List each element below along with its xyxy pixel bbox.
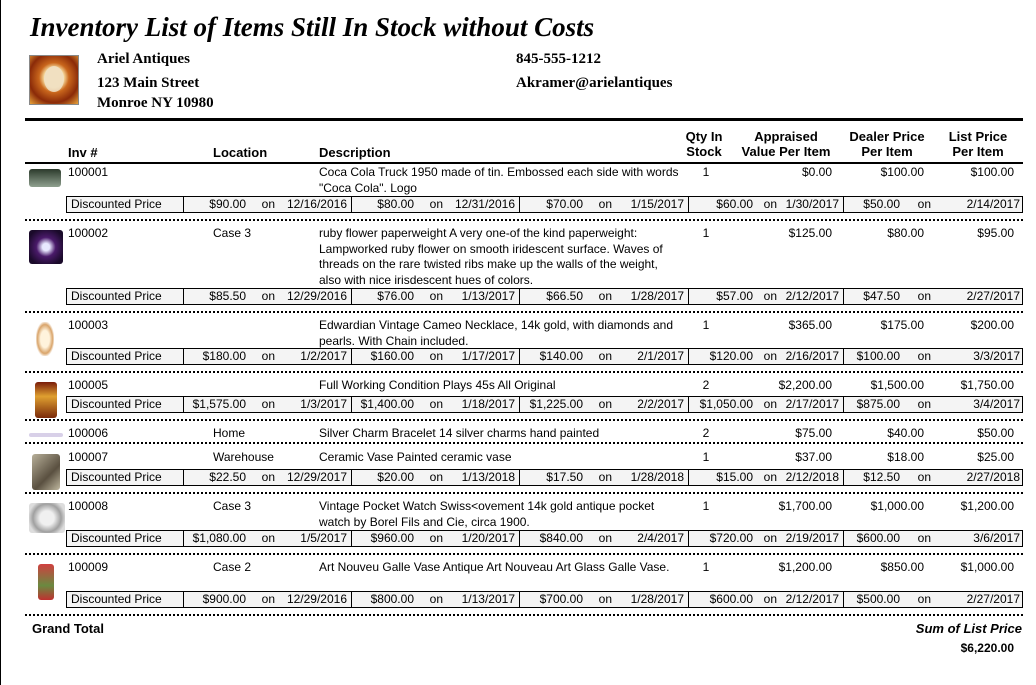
discount-entry xyxy=(844,197,1024,212)
company-address: 123 Main Street xyxy=(97,75,200,91)
discount-date: 12/29/2017 xyxy=(286,470,347,484)
appraised-value-cell: $2,200.00 xyxy=(778,378,832,392)
discount-price: $57.00 xyxy=(716,289,753,303)
discount-on-word: on xyxy=(429,197,443,211)
discount-date: 12/29/2016 xyxy=(286,289,347,303)
description-cell: Coca Cola Truck 1950 made of tin. Embossed each side with words "Coca Cola". Logo xyxy=(319,165,679,195)
appraised-value-cell: $1,700.00 xyxy=(778,499,832,513)
description-cell: ruby flower paperweight A very one-of the kind paperweight: Lampworked ruby flower on smooth iridescent surface. Waves of threads on the rare twisted ribs make up the walls of the weight, also with nice irisdescent hues of colors. xyxy=(319,226,663,287)
description-cell: Vintage Pocket Watch Swiss<ovement 14k gold antique pocket watch by Borel Fils and Cie, circa 1900. xyxy=(319,499,655,529)
row-separator xyxy=(25,219,1023,221)
discount-price: $800.00 xyxy=(370,592,414,606)
discount-entry xyxy=(844,397,1024,412)
discount-price: $66.50 xyxy=(546,289,583,303)
discount-entry xyxy=(184,592,352,607)
page-left-border xyxy=(0,0,1,685)
discount-on-word: on xyxy=(917,531,931,545)
discount-price: $80.00 xyxy=(377,197,414,211)
discount-price: $840.00 xyxy=(539,531,583,545)
discount-price: $600.00 xyxy=(709,592,753,606)
description-cell: Silver Charm Bracelet 14 silver charms hand painted xyxy=(319,426,600,440)
discount-price: $120.00 xyxy=(709,349,753,363)
discount-date: 2/16/2017 xyxy=(785,349,839,363)
discount-price: $47.50 xyxy=(863,289,900,303)
discount-date: 2/1/2017 xyxy=(637,349,684,363)
discount-entry xyxy=(844,470,1024,485)
discount-on-word: on xyxy=(261,349,275,363)
location-cell: Case 2 xyxy=(213,560,252,574)
col-header-list: List Price Per Item xyxy=(948,129,1008,159)
discount-on-word: on xyxy=(917,197,931,211)
discount-entry xyxy=(520,197,689,212)
discount-row xyxy=(66,288,1023,305)
company-city: Monroe NY 10980 xyxy=(97,95,214,111)
discount-date: 1/3/2017 xyxy=(300,397,347,411)
discount-entry xyxy=(184,397,352,412)
discount-price: $100.00 xyxy=(856,349,900,363)
discount-label: Discounted Price xyxy=(67,197,184,212)
item-thumbnail xyxy=(38,564,54,600)
discount-date: 1/13/2017 xyxy=(461,289,515,303)
discount-entry xyxy=(689,470,844,485)
discount-on-word: on xyxy=(763,531,777,545)
company-phone: 845-555-1212 xyxy=(516,51,601,67)
discount-entry xyxy=(689,197,844,212)
discount-date: 2/12/2017 xyxy=(785,289,839,303)
row-separator xyxy=(25,614,1023,616)
item-thumbnail xyxy=(36,322,54,356)
list-price-cell: $95.00 xyxy=(977,226,1014,240)
item-thumbnail xyxy=(29,433,63,437)
row-separator xyxy=(25,442,1023,444)
description-cell: Ceramic Vase Painted ceramic vase xyxy=(319,450,512,464)
discount-on-word: on xyxy=(598,592,612,606)
discount-entry xyxy=(520,592,689,607)
dealer-price-cell: $80.00 xyxy=(887,226,924,240)
item-thumbnail xyxy=(32,454,60,490)
discount-entry xyxy=(520,470,689,485)
report-title: Inventory List of Items Still In Stock without Costs xyxy=(30,12,595,42)
discount-date: 2/19/2017 xyxy=(785,531,839,545)
discount-date: 2/12/2018 xyxy=(785,470,839,484)
qty-cell: 1 xyxy=(702,499,710,513)
row-separator xyxy=(25,492,1023,494)
inv-number-cell: 100003 xyxy=(68,318,109,332)
row-separator xyxy=(25,371,1023,373)
qty-cell: 1 xyxy=(702,318,710,332)
appraised-value-cell: $37.00 xyxy=(795,450,832,464)
discount-on-word: on xyxy=(598,349,612,363)
discount-date: 3/3/2017 xyxy=(973,349,1020,363)
discount-on-word: on xyxy=(261,470,275,484)
discount-row xyxy=(66,530,1023,547)
discount-on-word: on xyxy=(763,397,777,411)
discount-entry xyxy=(844,289,1024,304)
discount-price: $70.00 xyxy=(546,197,583,211)
discount-entry xyxy=(184,349,352,364)
list-price-cell: $1,000.00 xyxy=(960,560,1014,574)
company-logo xyxy=(29,55,79,105)
qty-cell: 2 xyxy=(702,426,710,440)
discount-price: $140.00 xyxy=(539,349,583,363)
discount-on-word: on xyxy=(598,531,612,545)
col-header-location: Location xyxy=(213,145,268,160)
discount-on-word: on xyxy=(429,397,443,411)
inv-number-cell: 100005 xyxy=(68,378,109,392)
discount-date: 3/4/2017 xyxy=(973,397,1020,411)
discount-entry xyxy=(844,531,1024,546)
qty-cell: 1 xyxy=(702,450,710,464)
discount-entry xyxy=(844,349,1024,364)
item-thumbnail xyxy=(29,230,63,264)
discount-date: 2/2/2017 xyxy=(637,397,684,411)
discount-date: 2/27/2017 xyxy=(966,289,1020,303)
dealer-price-cell: $40.00 xyxy=(887,426,924,440)
discount-date: 12/31/2016 xyxy=(454,197,515,211)
item-thumbnail xyxy=(29,169,61,187)
discount-date: 1/20/2017 xyxy=(461,531,515,545)
discount-date: 1/28/2018 xyxy=(630,470,684,484)
discount-row xyxy=(66,348,1023,365)
discount-on-word: on xyxy=(763,289,777,303)
description-cell: Full Working Condition Plays 45s All Original xyxy=(319,378,556,392)
discount-on-word: on xyxy=(917,349,931,363)
dealer-price-cell: $1,000.00 xyxy=(870,499,924,513)
discount-row xyxy=(66,591,1023,608)
discount-price: $160.00 xyxy=(370,349,414,363)
company-email: Akramer@arielantiques xyxy=(516,75,673,91)
discount-price: $180.00 xyxy=(202,349,246,363)
discount-entry xyxy=(352,592,520,607)
discount-date: 1/28/2017 xyxy=(630,289,684,303)
discount-on-word: on xyxy=(763,592,777,606)
discount-entry xyxy=(689,397,844,412)
discount-date: 12/29/2016 xyxy=(286,592,347,606)
discount-on-word: on xyxy=(917,470,931,484)
discount-price: $76.00 xyxy=(377,289,414,303)
discount-entry xyxy=(520,289,689,304)
discount-price: $1,225.00 xyxy=(529,397,583,411)
list-price-cell: $1,200.00 xyxy=(960,499,1014,513)
list-price-cell: $200.00 xyxy=(970,318,1014,332)
discount-entry xyxy=(184,197,352,212)
inv-number-cell: 100002 xyxy=(68,226,109,240)
discount-price: $20.00 xyxy=(377,470,414,484)
sum-of-list-price-label: Sum of List Price xyxy=(915,621,1022,636)
discount-entry xyxy=(352,470,520,485)
col-header-description: Description xyxy=(319,145,391,160)
discount-on-word: on xyxy=(261,531,275,545)
header-bottom-rule xyxy=(25,162,1023,164)
discount-entry xyxy=(689,592,844,607)
list-price-cell: $50.00 xyxy=(977,426,1014,440)
dealer-price-cell: $18.00 xyxy=(887,450,924,464)
discount-on-word: on xyxy=(598,470,612,484)
discount-on-word: on xyxy=(261,397,275,411)
location-cell: Warehouse xyxy=(213,450,274,464)
discount-price: $960.00 xyxy=(370,531,414,545)
col-header-inv: Inv # xyxy=(68,145,98,160)
discount-date: 2/4/2017 xyxy=(637,531,684,545)
description-cell: Art Nouveu Galle Vase Antique Art Nouveau Art Glass Galle Vase. xyxy=(319,560,670,574)
discount-price: $50.00 xyxy=(863,197,900,211)
discount-entry xyxy=(520,531,689,546)
qty-cell: 1 xyxy=(702,226,710,240)
location-cell: Case 3 xyxy=(213,226,252,240)
discount-date: 1/5/2017 xyxy=(300,531,347,545)
discount-on-word: on xyxy=(917,397,931,411)
discount-on-word: on xyxy=(763,470,777,484)
list-price-cell: $1,750.00 xyxy=(960,378,1014,392)
discount-on-word: on xyxy=(598,197,612,211)
discount-label: Discounted Price xyxy=(67,397,184,412)
discount-date: 2/14/2017 xyxy=(966,197,1020,211)
discount-date: 1/15/2017 xyxy=(630,197,684,211)
discount-price: $60.00 xyxy=(716,197,753,211)
discount-label: Discounted Price xyxy=(67,592,184,607)
sum-of-list-price-value: $6,220.00 xyxy=(960,641,1014,655)
discount-entry xyxy=(184,531,352,546)
dealer-price-cell: $175.00 xyxy=(880,318,924,332)
appraised-value-cell: $0.00 xyxy=(801,165,832,179)
inv-number-cell: 100007 xyxy=(68,450,109,464)
discount-price: $600.00 xyxy=(856,531,900,545)
discount-on-word: on xyxy=(429,349,443,363)
appraised-value-cell: $365.00 xyxy=(788,318,832,332)
location-cell: Case 3 xyxy=(213,499,252,513)
discount-entry xyxy=(352,397,520,412)
discount-entry xyxy=(689,349,844,364)
discount-date: 1/13/2017 xyxy=(461,592,515,606)
discount-on-word: on xyxy=(429,470,443,484)
discount-date: 1/28/2017 xyxy=(630,592,684,606)
discount-entry xyxy=(352,531,520,546)
discount-entry xyxy=(520,397,689,412)
discount-label: Discounted Price xyxy=(67,349,184,364)
appraised-value-cell: $125.00 xyxy=(788,226,832,240)
discount-price: $1,050.00 xyxy=(699,397,753,411)
discount-label: Discounted Price xyxy=(67,289,184,304)
col-header-dealer: Dealer Price Per Item xyxy=(849,129,925,159)
discount-date: 1/17/2017 xyxy=(461,349,515,363)
discount-date: 3/6/2017 xyxy=(973,531,1020,545)
discount-price: $17.50 xyxy=(546,470,583,484)
discount-on-word: on xyxy=(261,592,275,606)
discount-on-word: on xyxy=(429,531,443,545)
discount-entry xyxy=(689,531,844,546)
discount-date: 1/13/2018 xyxy=(461,470,515,484)
discount-on-word: on xyxy=(598,397,612,411)
inv-number-cell: 100009 xyxy=(68,560,109,574)
discount-date: 2/27/2018 xyxy=(966,470,1020,484)
discount-on-word: on xyxy=(429,592,443,606)
discount-price: $22.50 xyxy=(209,470,246,484)
discount-price: $720.00 xyxy=(709,531,753,545)
discount-label: Discounted Price xyxy=(67,470,184,485)
discount-entry xyxy=(520,349,689,364)
discount-price: $1,575.00 xyxy=(192,397,246,411)
header-top-rule xyxy=(25,118,1023,121)
discount-entry xyxy=(352,349,520,364)
inv-number-cell: 100001 xyxy=(68,165,109,179)
discount-on-word: on xyxy=(261,289,275,303)
discount-date: 1/18/2017 xyxy=(461,397,515,411)
discount-row xyxy=(66,396,1023,413)
location-cell: Home xyxy=(213,426,246,440)
appraised-value-cell: $1,200.00 xyxy=(778,560,832,574)
dealer-price-cell: $1,500.00 xyxy=(870,378,924,392)
discount-price: $85.50 xyxy=(209,289,246,303)
inv-number-cell: 100006 xyxy=(68,426,109,440)
discount-date: 2/12/2017 xyxy=(785,592,839,606)
discount-entry xyxy=(844,592,1024,607)
appraised-value-cell: $75.00 xyxy=(795,426,832,440)
discount-price: $900.00 xyxy=(202,592,246,606)
discount-date: 1/2/2017 xyxy=(300,349,347,363)
discount-on-word: on xyxy=(598,289,612,303)
company-name: Ariel Antiques xyxy=(97,51,190,67)
qty-cell: 1 xyxy=(702,560,710,574)
col-header-appraised: Appraised Value Per Item xyxy=(741,129,831,159)
discount-on-word: on xyxy=(917,592,931,606)
discount-price: $1,400.00 xyxy=(360,397,414,411)
discount-on-word: on xyxy=(261,197,275,211)
discount-price: $875.00 xyxy=(856,397,900,411)
discount-entry xyxy=(184,470,352,485)
list-price-cell: $100.00 xyxy=(970,165,1014,179)
discount-entry xyxy=(352,197,520,212)
row-separator xyxy=(25,419,1023,421)
discount-price: $90.00 xyxy=(209,197,246,211)
list-price-cell: $25.00 xyxy=(977,450,1014,464)
row-separator xyxy=(25,553,1023,555)
discount-date: 12/16/2016 xyxy=(286,197,347,211)
discount-on-word: on xyxy=(917,289,931,303)
discount-price: $500.00 xyxy=(856,592,900,606)
discount-row xyxy=(66,196,1023,213)
discount-entry xyxy=(352,289,520,304)
discount-price: $700.00 xyxy=(539,592,583,606)
discount-label: Discounted Price xyxy=(67,531,184,546)
discount-entry xyxy=(689,289,844,304)
discount-price: $1,080.00 xyxy=(192,531,246,545)
row-separator xyxy=(25,311,1023,313)
grand-total-label: Grand Total xyxy=(32,621,104,636)
item-thumbnail xyxy=(29,503,65,533)
dealer-price-cell: $850.00 xyxy=(880,560,924,574)
item-thumbnail xyxy=(35,382,57,418)
discount-entry xyxy=(184,289,352,304)
discount-on-word: on xyxy=(763,349,777,363)
discount-date: 1/30/2017 xyxy=(785,197,839,211)
qty-cell: 1 xyxy=(702,165,710,179)
qty-cell: 2 xyxy=(702,378,710,392)
discount-on-word: on xyxy=(429,289,443,303)
discount-row xyxy=(66,469,1023,486)
dealer-price-cell: $100.00 xyxy=(880,165,924,179)
description-cell: Edwardian Vintage Cameo Necklace, 14k gold, with diamonds and pearls. With Chain included. xyxy=(319,318,673,348)
col-header-qty: Qty In Stock xyxy=(685,129,723,159)
discount-date: 2/17/2017 xyxy=(785,397,839,411)
discount-price: $15.00 xyxy=(716,470,753,484)
inv-number-cell: 100008 xyxy=(68,499,109,513)
discount-on-word: on xyxy=(763,197,777,211)
discount-price: $12.50 xyxy=(863,470,900,484)
discount-date: 2/27/2017 xyxy=(966,592,1020,606)
